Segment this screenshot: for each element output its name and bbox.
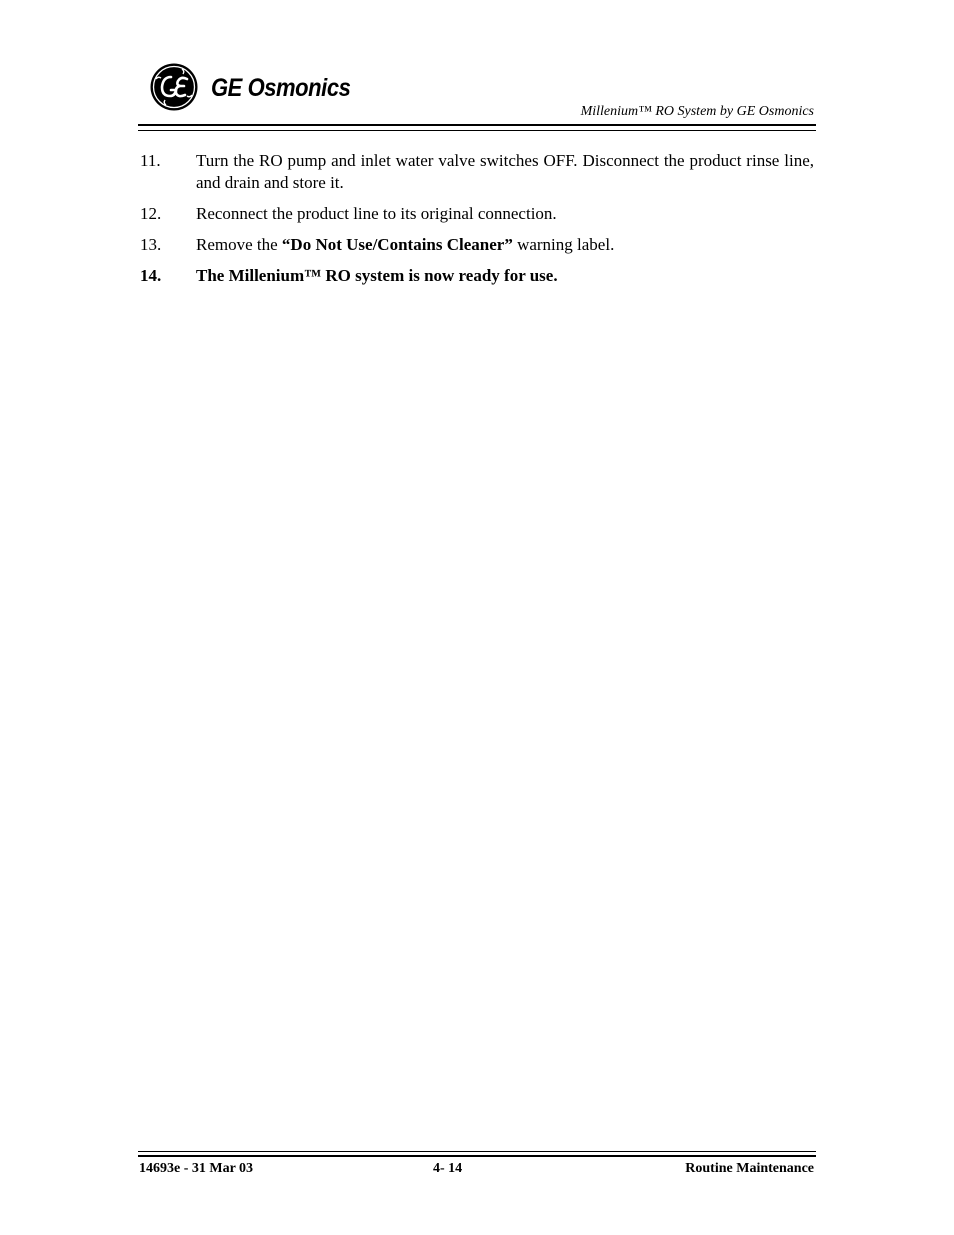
- step-number: 13.: [140, 235, 162, 254]
- ge-monogram-icon: [150, 63, 198, 111]
- step-number: 12.: [140, 204, 162, 223]
- step-number: 14.: [140, 266, 162, 285]
- warning-label-name: “Do Not Use/Contains Cleaner”: [281, 235, 513, 254]
- procedure-steps: [138, 150, 814, 296]
- step-13: [138, 234, 814, 256]
- footer-page-number: 4- 14: [433, 1161, 463, 1176]
- footer-rule-thin: [138, 1151, 816, 1152]
- step-12: [138, 203, 814, 225]
- footer-rule-thick: [138, 1155, 816, 1157]
- footer-doc-id: 14693e - 31 Mar 03: [139, 1161, 254, 1176]
- step-text: The Millenium™ RO system is now ready for use.: [196, 266, 558, 285]
- step-text: [196, 235, 614, 254]
- footer-section: Routine Maintenance: [685, 1161, 814, 1176]
- header-rule-thin: [138, 130, 816, 131]
- step-text: Reconnect the product line to its original connection.: [196, 204, 557, 223]
- step-text-before: Remove the: [196, 235, 282, 254]
- step-text-after: warning label.: [512, 235, 615, 254]
- step-11: [138, 150, 814, 194]
- header-rule-thick: [138, 124, 816, 126]
- step-text: Turn the RO pump and inlet water valve switches OFF. Disconnect the product rinse line, and drain and store it.: [196, 151, 814, 192]
- brand-name: GE Osmonics: [211, 74, 351, 102]
- running-head: Millenium™ RO System by GE Osmonics: [580, 104, 814, 119]
- step-14: [138, 265, 814, 287]
- step-number: 11.: [140, 151, 161, 170]
